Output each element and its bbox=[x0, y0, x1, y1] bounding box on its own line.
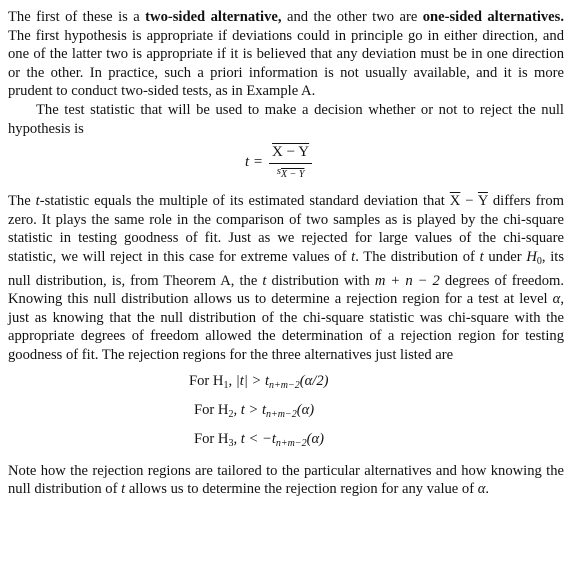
text-run: and the other two are bbox=[281, 9, 423, 25]
fraction bbox=[245, 144, 312, 180]
text-run: -statistic equals the multiple of its estimated standard deviation that bbox=[39, 193, 450, 210]
text-run: The test statistic that will be used to make a decision whether or not to reject the null hypothesis is bbox=[8, 101, 564, 137]
text-run: The first hypothesis is appropriate if deviations could in principle go in either direction, and one of the latter two is appropriate if it is believed that any deviation must be in one direction or the other. In practice, such a priori information is not usually available, and it is more prudent to conduct two-sided tests, as in Example A. bbox=[8, 27, 564, 100]
region-argument: (α) bbox=[306, 430, 324, 447]
symbol-h0: H bbox=[526, 248, 537, 265]
t-subscript: n+m−2 bbox=[269, 379, 300, 391]
fraction-denominator bbox=[277, 164, 305, 180]
symbol-t: t bbox=[35, 193, 40, 210]
region-prefix: For H bbox=[189, 372, 224, 389]
text-run: . The distribution of bbox=[355, 248, 480, 265]
symbol-xbar: $\overline{X}$ bbox=[449, 193, 461, 210]
text-run: Note how the rejection regions are tailored to the particular alternatives and how knowing the null distribution of bbox=[8, 462, 564, 498]
text-run: . bbox=[485, 481, 490, 498]
term-one-sided: one-sided alternatives. bbox=[422, 9, 564, 25]
text-run: , just as knowing that the null distribution of the chi-square statistic was chi-square with the appropriate degrees of freedom allowed the determination of a rejection region for testing goodness of fit. The rejection regions for the three alternatives just listed are bbox=[8, 291, 564, 363]
hypothesis-subscript: 2 bbox=[228, 408, 234, 420]
paragraph-conclusion bbox=[8, 462, 564, 499]
symbol-alpha: α bbox=[477, 481, 486, 498]
equation-t-statistic bbox=[8, 142, 564, 192]
denominator-subscript: X − Y bbox=[281, 169, 305, 181]
term-two-sided: two-sided alternative, bbox=[145, 9, 282, 25]
symbol-alpha: α bbox=[552, 291, 561, 308]
rejection-region-h2 bbox=[8, 398, 564, 427]
region-argument: (α) bbox=[296, 401, 315, 418]
text-run: allows us to determine the rejection region for any value of bbox=[125, 481, 478, 498]
region-prefix: For H bbox=[194, 401, 229, 418]
text-run: under bbox=[483, 248, 527, 265]
symbol-minus: − bbox=[460, 193, 478, 210]
symbol-t: t bbox=[262, 272, 267, 289]
paragraph-test-statistic bbox=[8, 101, 564, 138]
text-run: distribution with bbox=[266, 272, 375, 289]
symbol-ybar: $\overline{Y}$ bbox=[477, 193, 488, 210]
region-argument: (α/2) bbox=[299, 372, 329, 389]
region-body: , |t| > t bbox=[228, 372, 270, 389]
region-body: , t > t bbox=[233, 401, 267, 418]
rejection-region-h3 bbox=[8, 427, 564, 456]
denominator-s: s bbox=[276, 165, 282, 178]
symbol-t: t bbox=[121, 481, 126, 498]
rejection-regions bbox=[8, 369, 564, 456]
region-prefix: For H bbox=[194, 430, 229, 447]
equation-lhs: t = bbox=[245, 153, 264, 170]
document-page bbox=[8, 8, 564, 499]
region-body: , t < −t bbox=[233, 430, 276, 447]
symbol-t: t bbox=[479, 248, 484, 265]
hypothesis-subscript: 1 bbox=[223, 379, 229, 391]
text-run: The bbox=[8, 193, 36, 210]
hypothesis-subscript: 3 bbox=[228, 437, 234, 449]
text-run: The first of these is a bbox=[8, 9, 146, 25]
symbol-h0-subscript: 0 bbox=[536, 255, 542, 267]
fraction-body bbox=[269, 144, 312, 180]
rejection-region-h1 bbox=[8, 369, 564, 398]
symbol-t: t bbox=[351, 248, 356, 265]
text-run: differs from zero. It plays the same role in the comparison of two samples as is played by the chi-square statistic in testing goodness of fit. Just as we rejected for large values of the chi-square statistic, we will reject in this case for extreme values of bbox=[8, 193, 564, 265]
text-run: , its null distribution, is, from Theorem A, the bbox=[8, 248, 565, 289]
paragraph-t-distribution bbox=[8, 192, 564, 364]
paragraph-alternatives bbox=[8, 8, 564, 101]
degrees-of-freedom: m + n − 2 bbox=[374, 272, 440, 289]
fraction-numerator: X − Y bbox=[269, 144, 312, 164]
t-subscript: n+m−2 bbox=[275, 437, 307, 449]
t-subscript: n+m−2 bbox=[266, 408, 297, 420]
text-run: degrees of freedom. Knowing this null distribution allows us to determine a rejection region for a test at level bbox=[8, 272, 564, 308]
